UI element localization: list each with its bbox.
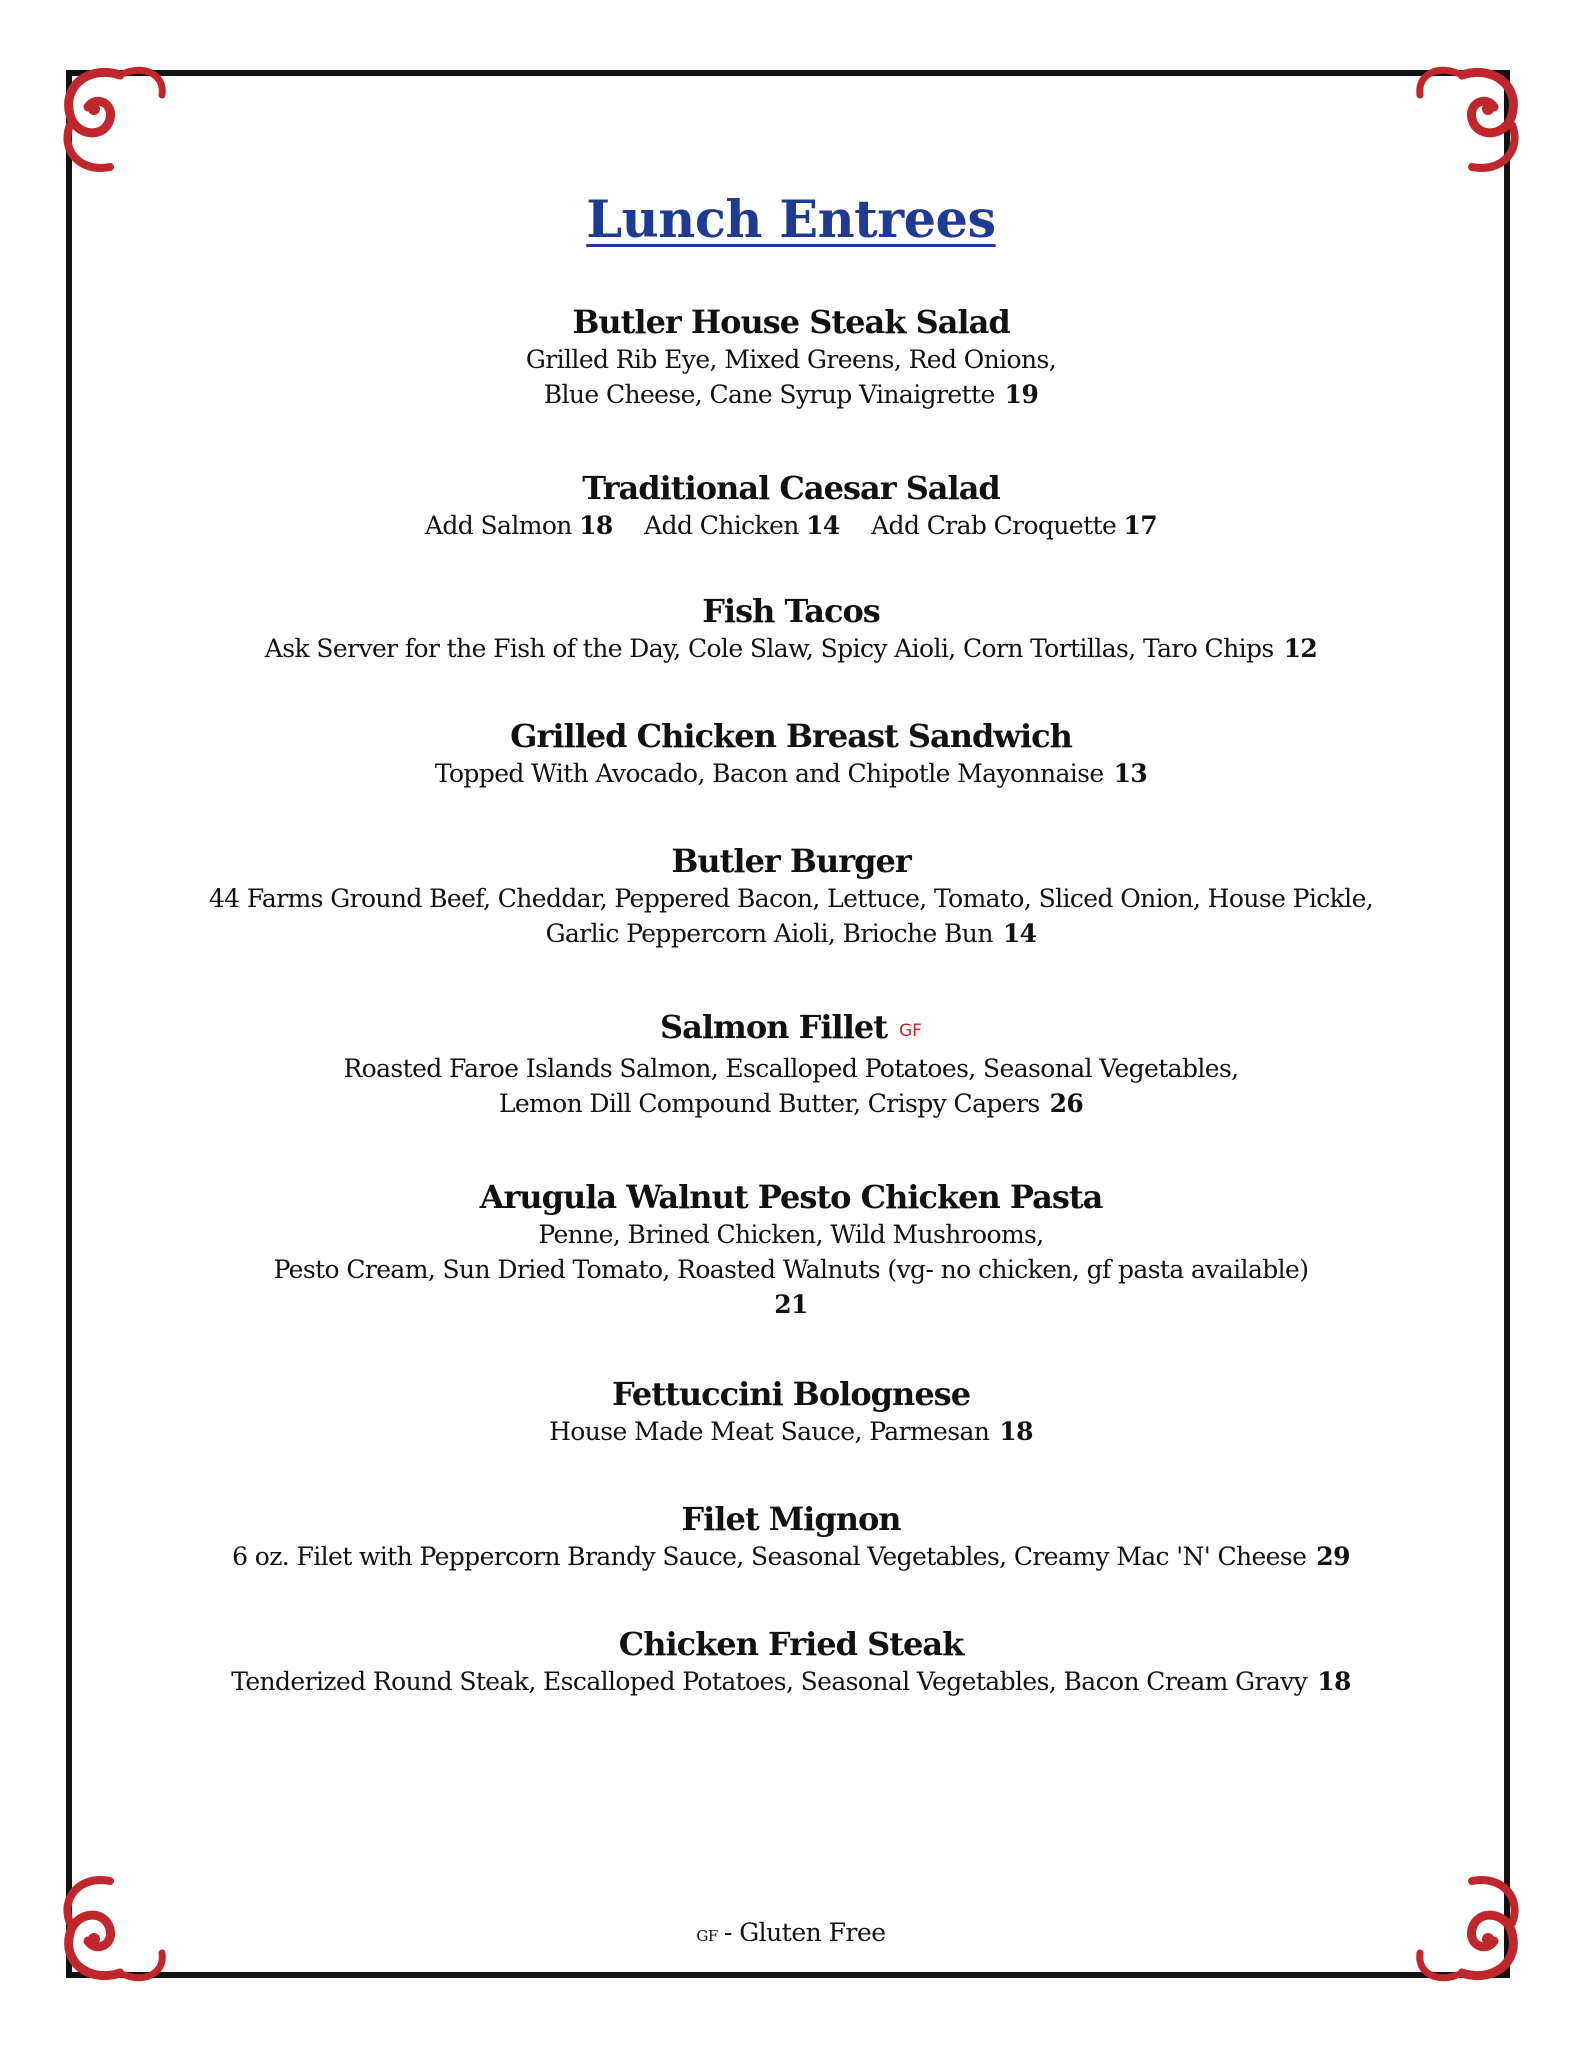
menu-item [80, 1007, 1502, 1121]
menu-item [80, 302, 1502, 412]
menu-item [80, 1374, 1502, 1449]
legend-footer [0, 1918, 1582, 1947]
description-line [80, 1664, 1502, 1699]
description-line: Roasted Faroe Islands Salmon, Escalloped Potatoes, Seasonal Vegetables, [343, 1054, 1239, 1083]
item-price: 18 [999, 1417, 1033, 1446]
item-description [80, 1664, 1502, 1699]
description-text: Ask Server for the Fish of the Day, Cole Slaw, Spicy Aioli, Corn Tortillas, Taro Chips [264, 634, 1274, 663]
item-name-row [80, 1007, 1502, 1051]
description-text: House Made Meat Sauce, Parmesan [549, 1417, 990, 1446]
item-price: 14 [1002, 919, 1037, 948]
addon-label: Add Salmon [424, 511, 572, 540]
item-name: Traditional Caesar Salad [582, 469, 1000, 507]
addon-label: Add Crab Croquette [871, 511, 1117, 540]
menu-item [80, 1177, 1502, 1322]
item-description [80, 342, 1502, 412]
item-price: 21 [774, 1290, 808, 1319]
corner-ornament-icon [50, 55, 180, 185]
legend-text: - Gluten Free [723, 1918, 886, 1947]
description-text: Topped With Avocado, Bacon and Chipotle Mayonnaise [434, 759, 1104, 788]
menu-content [80, 190, 1502, 1755]
item-name: Salmon Fillet [660, 1008, 887, 1046]
item-price: 26 [1049, 1089, 1084, 1118]
addon-label: Add Chicken [644, 511, 799, 540]
description-line [80, 756, 1502, 791]
description-line [80, 1414, 1502, 1449]
description-line [80, 631, 1502, 666]
menu-item [80, 841, 1502, 951]
item-name: Butler House Steak Salad [572, 303, 1010, 341]
description-text: 6 oz. Filet with Peppercorn Brandy Sauce, Seasonal Vegetables, Creamy Mac 'N' Cheese [232, 1542, 1307, 1571]
item-description [80, 1414, 1502, 1449]
item-description [80, 1217, 1502, 1322]
menu-item [80, 716, 1502, 791]
description-line: 44 Farms Ground Beef, Cheddar, Peppered Bacon, Lettuce, Tomato, Sliced Onion, House Pickle, [208, 884, 1374, 913]
item-name: Butler Burger [671, 842, 911, 880]
item-name: Fish Tacos [702, 592, 880, 630]
menu-item [80, 468, 1502, 543]
addon [871, 511, 1157, 540]
description-line: Pesto Cream, Sun Dried Tomato, Roasted Walnuts (vg- no chicken, gf pasta available) [273, 1255, 1309, 1284]
item-price: 18 [1317, 1667, 1351, 1696]
description-text: Blue Cheese, Cane Syrup Vinaigrette [543, 380, 995, 409]
item-price: 12 [1283, 634, 1318, 663]
menu-item [80, 591, 1502, 666]
item-price: 13 [1113, 759, 1148, 788]
addon [644, 511, 840, 540]
item-description [80, 631, 1502, 666]
description-line [80, 377, 1502, 412]
item-name: Fettuccini Bolognese [611, 1375, 971, 1413]
description-line [80, 916, 1502, 951]
addon-price: 17 [1123, 511, 1158, 540]
addon-price: 18 [579, 511, 613, 540]
item-name: Arugula Walnut Pesto Chicken Pasta [479, 1178, 1103, 1216]
item-name: Chicken Fried Steak [618, 1625, 964, 1663]
corner-ornament-icon [1402, 55, 1532, 185]
description-text: Garlic Peppercorn Aioli, Brioche Bun [545, 919, 993, 948]
item-description [80, 881, 1502, 951]
item-description [80, 756, 1502, 791]
item-price: 19 [1004, 380, 1039, 409]
description-text: Tenderized Round Steak, Escalloped Potatoes, Seasonal Vegetables, Bacon Cream Gravy [231, 1667, 1308, 1696]
description-line [80, 1539, 1502, 1574]
menu-item [80, 1624, 1502, 1699]
item-price: 29 [1316, 1542, 1350, 1571]
item-description [80, 1539, 1502, 1574]
legend-gf-tag: GF [696, 1927, 718, 1945]
menu-item [80, 1499, 1502, 1574]
item-name: Filet Mignon [681, 1500, 901, 1538]
description-line: Penne, Brined Chicken, Wild Mushrooms, [538, 1220, 1044, 1249]
description-text: Lemon Dill Compound Butter, Crispy Capers [498, 1089, 1040, 1118]
item-addons [80, 508, 1502, 543]
gluten-free-badge: GF [898, 1021, 922, 1041]
description-line: Grilled Rib Eye, Mixed Greens, Red Onions, [525, 345, 1057, 374]
addon-price: 14 [806, 511, 840, 540]
item-description [80, 1051, 1502, 1121]
item-name: Grilled Chicken Breast Sandwich [510, 717, 1072, 755]
addon [425, 511, 613, 540]
description-line [80, 1086, 1502, 1121]
page-title: Lunch Entrees [586, 190, 996, 250]
